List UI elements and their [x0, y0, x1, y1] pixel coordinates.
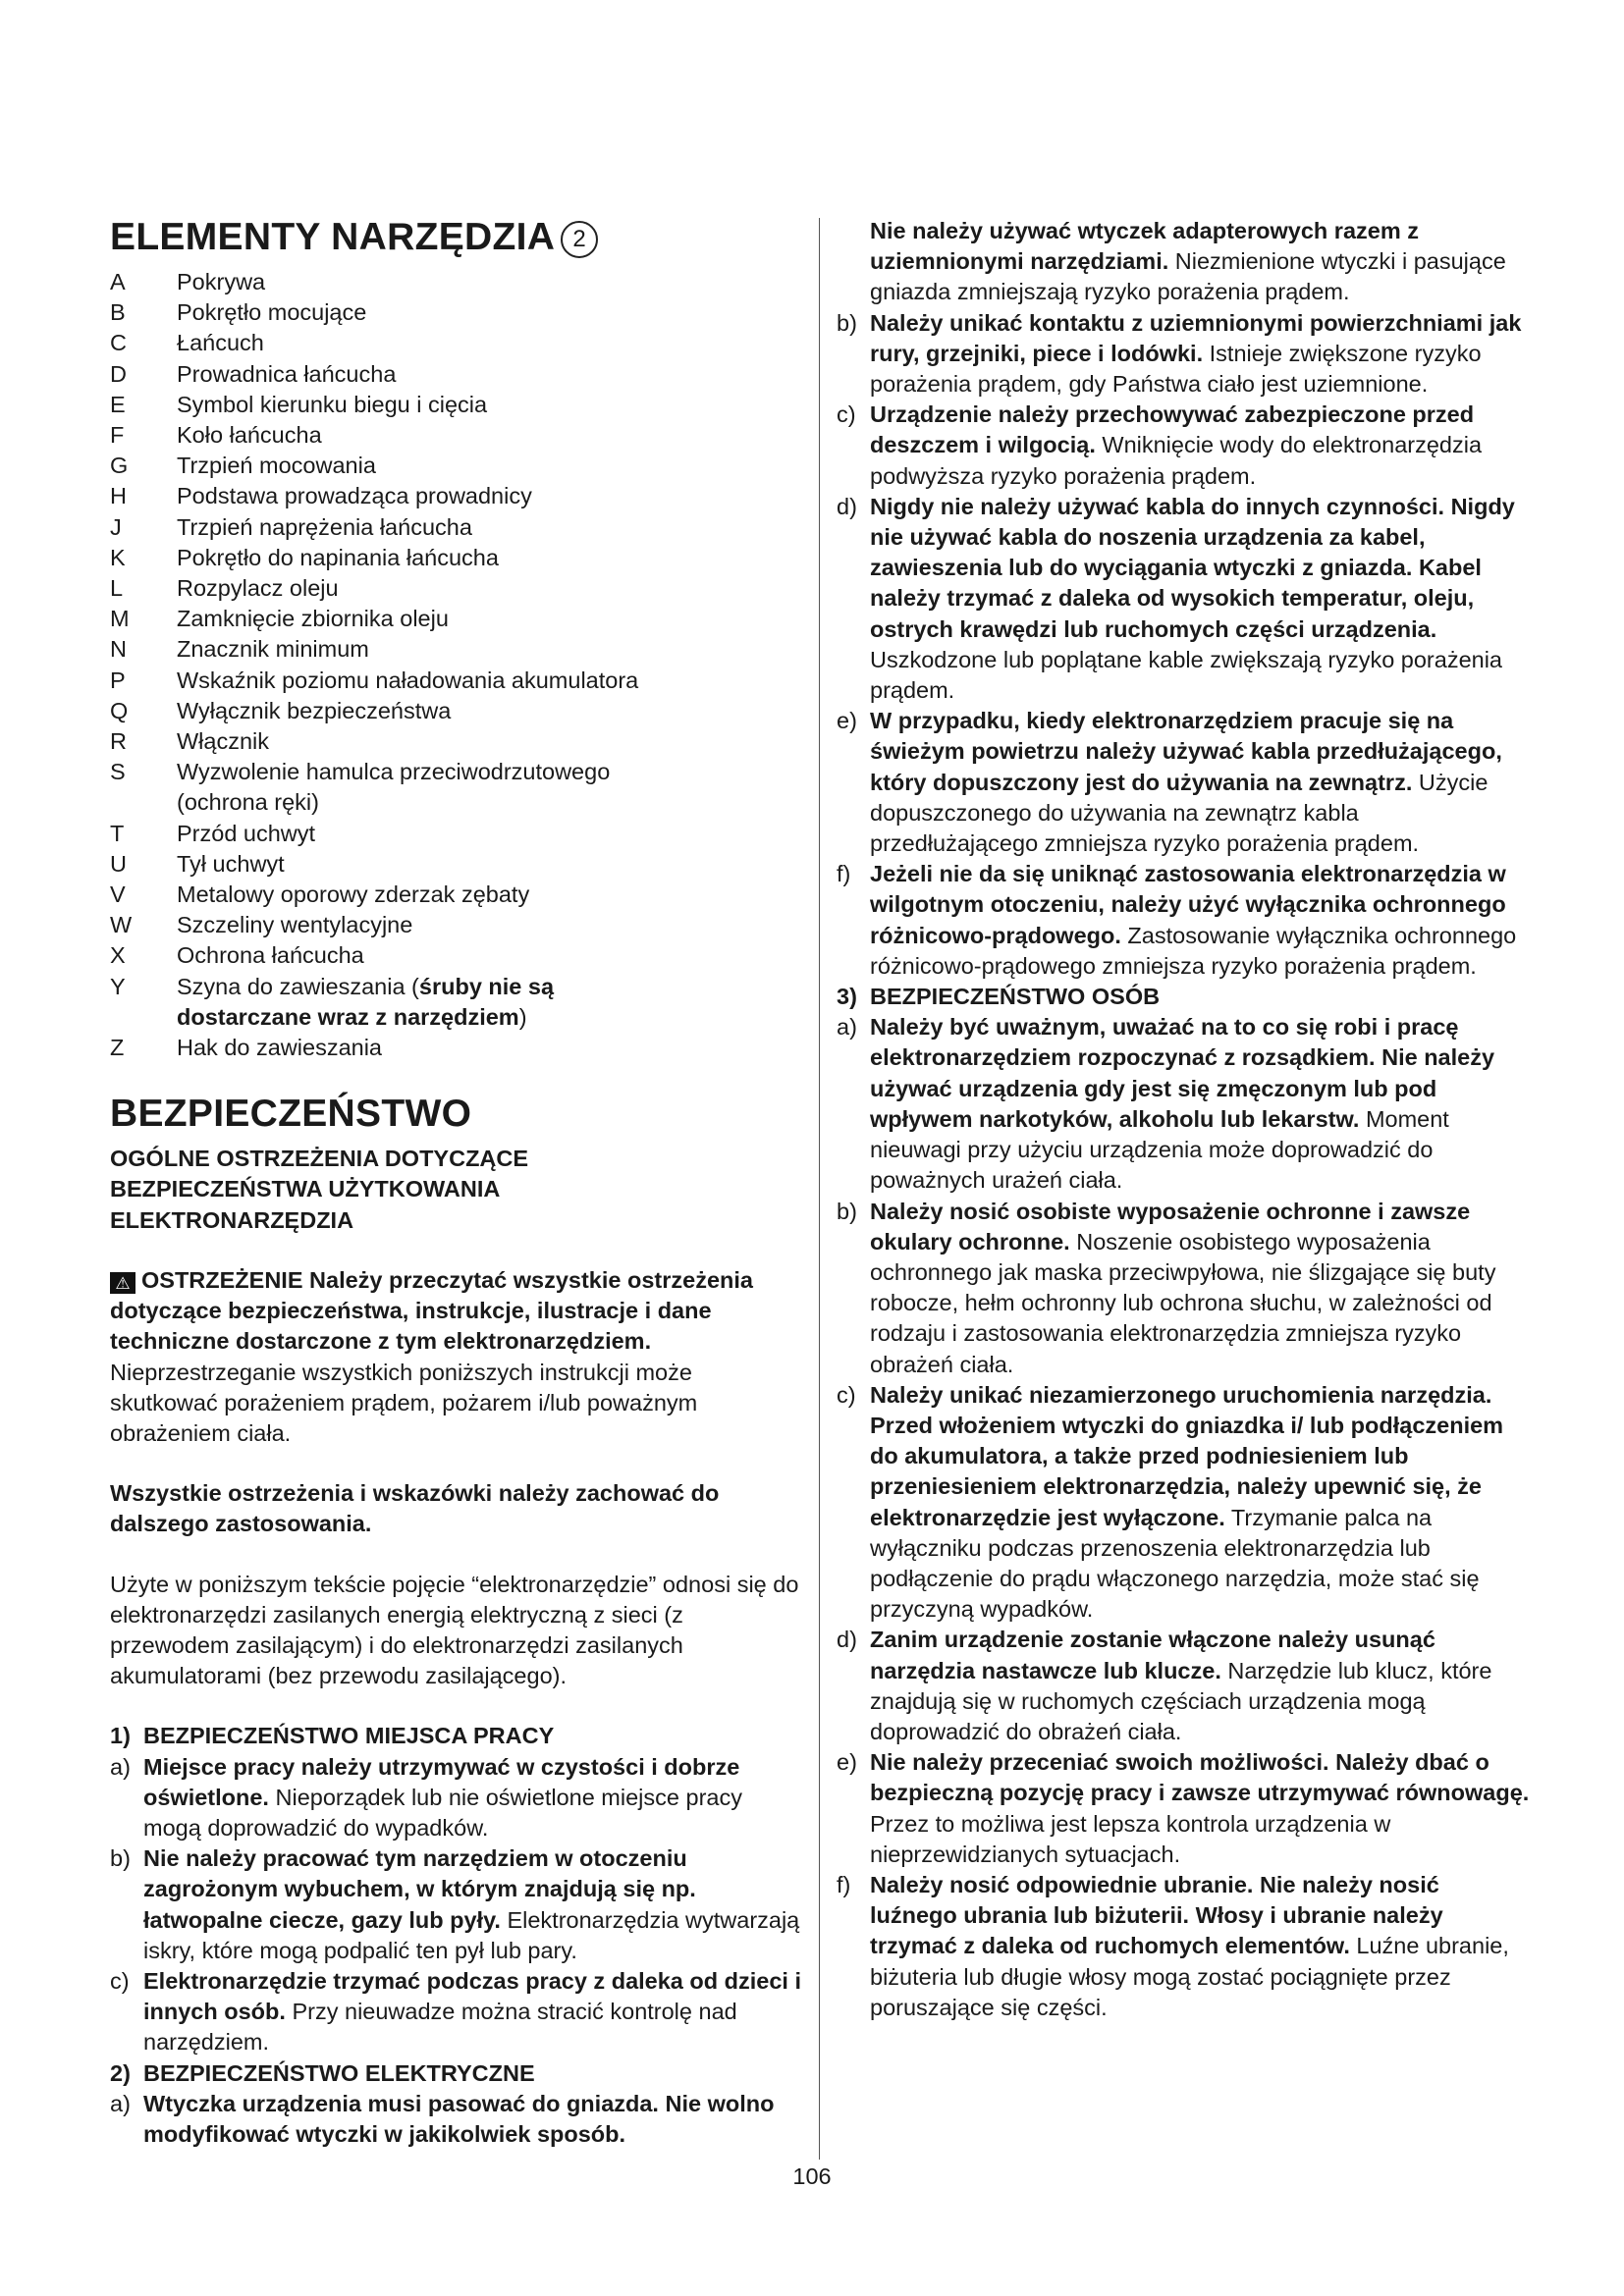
legend-label: Łańcuch: [177, 330, 264, 356]
legend-letter: E: [110, 391, 126, 417]
item-body: [870, 308, 1530, 400]
item-text: Uszkodzone lub poplątane kable zwiększają ryzyko porażenia prądem.: [870, 646, 1503, 704]
legend-row: [110, 910, 805, 940]
item-bold-text: Miejsce pracy należy utrzymywać w czystości i dobrze oświetlone.: [143, 1753, 740, 1810]
item-text: Luźne ubranie, biżuteria lub długie włosy mogą zostać pociągnięte przez poruszające się części.: [870, 1933, 1509, 2020]
legend-row: [110, 666, 805, 696]
item-body: [870, 1625, 1530, 1747]
legend-row: [110, 543, 805, 573]
list-item: [837, 308, 1530, 400]
electrical-list: [837, 308, 1530, 982]
legend-row: [110, 787, 805, 818]
legend-letter: F: [110, 422, 125, 449]
list-item: [110, 1752, 805, 1844]
legend-row: [110, 481, 805, 511]
item-body: [143, 1843, 805, 1966]
legend-letter: N: [110, 636, 127, 663]
legend-row: [110, 819, 805, 849]
legend-row: [110, 420, 805, 451]
list-item: [837, 1012, 1530, 1196]
item-letter: a): [837, 1014, 857, 1041]
item-letter: c): [837, 401, 856, 428]
legend-label: Symbol kierunku biegu i cięcia: [177, 391, 488, 417]
item-letter: c): [837, 1381, 856, 1408]
page-number: 106: [792, 2163, 832, 2189]
legend-row: [110, 573, 805, 604]
legend-letter: M: [110, 606, 130, 632]
legend-label: Trzpień naprężenia łańcucha: [177, 513, 472, 540]
warning-paragraph: ⚠ OSTRZEŻENIE Należy przeczytać wszystkie ostrzeżenia dotyczące bezpieczeństwa, instrukcje, ilustracje i dane techniczne dostarczone z tym elektronarzędziem. Nieprzestrzeganie wszystkich poniższych instrukcji może skutkować porażeniem prądem, pożarem i/lub poważnym obrażeniem ciała.: [110, 1266, 753, 1446]
item-body: [870, 706, 1530, 859]
legend-row: [110, 726, 805, 757]
legend-row: [110, 328, 805, 358]
legend-letter: U: [110, 850, 127, 877]
elements-heading: ELEMENTY NARZĘDZIA 2: [110, 216, 805, 259]
safety-subtitle: OGÓLNE OSTRZEŻENIA DOTYCZĄCE BEZPIECZEŃSTWA UŻYTKOWANIA ELEKTRONARZĘDZIA: [110, 1146, 529, 1233]
legend-label: Metalowy oporowy zderzak zębaty: [177, 881, 530, 908]
item-bold-text: Należy być uważnym, uważać na to co się robi i pracę elektronarzędziem rozpoczynać z rozsądkiem. Nie należy używać urządzenia gdy jest się zmęczonym lub pod wpływem narkotyków, alkoholu lub lekarstw.: [870, 1014, 1495, 1132]
legend-label: Pokrętło do napinania łańcucha: [177, 544, 499, 570]
list-item: [837, 706, 1530, 859]
item-letter: b): [110, 1845, 131, 1872]
legend-letter: X: [110, 942, 126, 969]
legend-row: [110, 849, 805, 880]
item-bold-text: Elektronarzędzie trzymać podczas pracy z daleka od dzieci i innych osób.: [143, 1967, 802, 2025]
section-work-area-title: 1) BEZPIECZEŃSTWO MIEJSCA PRACY: [110, 1723, 555, 1749]
legend-letter: Q: [110, 697, 129, 723]
legend-letter: L: [110, 575, 124, 602]
item-body: [870, 1870, 1530, 2023]
legend-letter: A: [110, 269, 126, 294]
item-letter: e): [837, 708, 857, 734]
warning-icon: ⚠: [110, 1272, 135, 1294]
item-body: [870, 1197, 1530, 1380]
legend-letter: V: [110, 881, 126, 908]
item-text: Narzędzie lub klucz, które znajdują się w ruchomych częściach urządzenia mogą doprowadzić do obrażeń ciała.: [870, 1657, 1492, 1744]
legend-label: Wyłącznik bezpieczeństwa: [177, 697, 452, 723]
legend-row: [110, 359, 805, 390]
item-body: [870, 492, 1530, 706]
legend-row: [110, 940, 805, 971]
item-bold-text: Nigdy nie należy używać kabla do innych czynności. Nigdy nie używać kabla do noszenia urządzenia za kabel, zawieszenia lub do wyciągania wtyczki z gniazda. Kabel należy trzymać z daleka od wysokich temperatur, oleju, ostrych krawędzi lub ruchomych części urządzenia.: [870, 493, 1515, 642]
legend-letter: S: [110, 759, 126, 785]
item-text: Nieporządek lub nie oświetlone miejsce pracy mogą doprowadzić do wypadków.: [143, 1784, 742, 1841]
item-letter: f): [837, 861, 851, 887]
item-bold-text: W przypadku, kiedy elektronarzędziem pracuje się na świeżym powietrzu należy używać kabla przedłużającego, który dopuszczony jest do używania na zewnątrz.: [870, 708, 1502, 795]
legend-label: (ochrona ręki): [177, 789, 319, 816]
item-bold-text: Nie należy pracować tym narzędziem w otoczeniu zagrożonym wybuchem, w którym znajdują się np. łatwopalne ciecze, gazy lub pyły.: [143, 1845, 696, 1933]
item-letter: c): [110, 1967, 130, 1994]
legend-row-y-cont: dostarczane wraz z narzędziem): [177, 1003, 527, 1030]
safety-heading: BEZPIECZEŃSTWO: [110, 1093, 472, 1136]
item-body: [143, 1752, 805, 1844]
legend-label: Trzpień mocowania: [177, 453, 376, 479]
personal-list: [837, 1012, 1530, 2023]
list-item: [837, 400, 1530, 492]
item-body: [143, 1966, 805, 2058]
item-text: Noszenie osobistego wyposażenia ochronnego jak maska przeciwpyłowa, nie ślizgające się buty robocze, hełm ochronny lub ochrona słuchu, w zależności od rodzaju i zastosowania elektronarzędzia zmniejsza ryzyko obrażeń ciała.: [870, 1228, 1496, 1377]
item-text: Trzymanie palca na wyłączniku podczas przenoszenia elektronarzędzia lub podłączenie do prądu włączonego narzędzia, może stać się przyczyną wypadków.: [870, 1504, 1480, 1623]
item-body: [870, 400, 1530, 492]
legend-row: [110, 512, 805, 543]
item-bold-text: Należy unikać niezamierzonego uruchomienia narzędzia. Przed włożeniem wtyczki do gniazdka i/ lub podłączeniem do akumulatora, a także przed podniesieniem lub przeniesieniem elektronarzędzia, należy upewnić się, że elektronarzędzie jest wyłączone.: [870, 1381, 1504, 1530]
legend-label: Przód uchwyt: [177, 820, 316, 846]
list-item: [837, 1747, 1530, 1870]
legend-label: Podstawa prowadząca prowadnicy: [177, 483, 532, 509]
item-bold-text: Jeżeli nie da się uniknąć zastosowania elektronarzędzia w wilgotnym otoczeniu, należy użyć wyłącznika ochronnego różnicowo-prądowego.: [870, 861, 1506, 948]
legend-label: Włącznik: [177, 728, 270, 755]
item-bold-text: Należy nosić odpowiednie ubranie. Nie należy nosić luźnego ubrania lub biżuterii. Włosy i ubranie należy trzymać z daleka od ruchomych elementów.: [870, 1871, 1443, 1959]
list-item: [837, 1197, 1530, 1380]
legend-label: Koło łańcucha: [177, 422, 322, 449]
legend-label: Wyzwolenie hamulca przeciwodrzutowego: [177, 759, 611, 785]
list-item: [110, 1843, 805, 1966]
item-bold-text: Należy unikać kontaktu z uziemnionymi powierzchniami jak rury, grzejniki, piece i lodówki.: [870, 309, 1522, 366]
item-text: Zastosowanie wyłącznika ochronnego różnicowo-prądowego zmniejsza ryzyko porażenia prądem.: [870, 922, 1517, 979]
item-text: Moment nieuwagi przy użyciu urządzenia może doprowadzić do poważnych urażeń ciała.: [870, 1105, 1449, 1194]
legend-row-z: Z Hak do zawieszania: [110, 1035, 382, 1061]
legend-letter: K: [110, 544, 126, 570]
item-bold-text: Urządzenie należy przechowywać zabezpieczone przed deszczem i wilgocią.: [870, 401, 1475, 458]
electrical-item-a: a) Wtyczka urządzenia musi pasować do gniazda. Nie wolno modyfikować wtyczki w jakikolwiek sposób.: [110, 2090, 775, 2147]
legend-row: [110, 390, 805, 420]
legend-row: [110, 696, 805, 726]
elements-legend: [110, 267, 805, 972]
legend-row-y: Y Szyna do zawieszania (śruby nie są: [110, 973, 555, 999]
list-item: [837, 1870, 1530, 2023]
legend-letter: T: [110, 820, 125, 846]
work-area-list: [110, 1752, 805, 2058]
item-text: Elektronarzędzia wytwarzają iskry, które mogą podpalić ten pył lub pary.: [143, 1906, 800, 1963]
keep-instructions: Wszystkie ostrzeżenia i wskazówki należy zachować do dalszego zastosowania.: [110, 1480, 720, 1537]
legend-row: [110, 634, 805, 665]
legend-label: Rozpylacz oleju: [177, 575, 339, 602]
legend-row: [110, 880, 805, 910]
item-letter: e): [837, 1749, 857, 1776]
legend-row: [110, 604, 805, 634]
item-bold-text: Zanim urządzenie zostanie włączone należy usunąć narzędzia nastawcze lub klucze.: [870, 1627, 1435, 1683]
legend-label: Pokrywa: [177, 269, 266, 294]
item-text: Użycie dopuszczonego do używania na zewnątrz kabla przedłużającego zmniejsza ryzyko porażenia prądem.: [870, 769, 1489, 857]
term-definition: Użyte w poniższym tekście pojęcie “elektronarzędzie” odnosi się do elektronarzędzi zasilanych energią elektryczną z sieci (z przewodem zasilającym) i do elektronarzędzi zasilanych akumulatorami (bez przewodu zasilającego).: [110, 1571, 799, 1689]
legend-label: Szczeliny wentylacyjne: [177, 912, 413, 938]
column-divider: [819, 218, 820, 2160]
list-item: [837, 492, 1530, 706]
right-column: [837, 216, 1530, 2023]
legend-label: Tył uchwyt: [177, 850, 285, 877]
legend-label: Pokrętło mocujące: [177, 299, 367, 326]
legend-row: [110, 451, 805, 481]
legend-letter: H: [110, 483, 127, 509]
item-text: Istnieje zwiększone ryzyko porażenia prądem, gdy Państwa ciało jest uziemnione.: [870, 340, 1482, 398]
legend-row: [110, 757, 805, 787]
legend-label: Ochrona łańcucha: [177, 942, 364, 969]
left-column: [110, 216, 805, 2150]
item-body: [870, 1747, 1530, 1870]
figure-ref-badge: 2: [561, 221, 598, 258]
item-bold-text: Należy nosić osobiste wyposażenie ochronne i zawsze okulary ochronne.: [870, 1198, 1471, 1255]
item-text: Przez to możliwa jest lepsza kontrola urządzenia w nieprzewidzianych sytuacjach.: [870, 1810, 1391, 1867]
list-item: [837, 1625, 1530, 1747]
list-item: [837, 859, 1530, 982]
legend-row: [110, 297, 805, 328]
legend-label: Znacznik minimum: [177, 636, 369, 663]
item-body: [870, 859, 1530, 982]
item-text: Wniknięcie wody do elektronarzędzia podwyższa ryzyko porażenia prądem.: [870, 432, 1483, 489]
legend-label: Wskaźnik poziomu naładowania akumulatora: [177, 667, 639, 693]
item-body: [870, 1012, 1530, 1196]
list-item: [110, 1966, 805, 2058]
section-personal-title: 3) BEZPIECZEŃSTWO OSÓB: [837, 984, 1161, 1010]
legend-letter: B: [110, 299, 126, 326]
legend-letter: G: [110, 453, 129, 479]
item-text: Przy nieuwadze można stracić kontrolę nad narzędziem.: [143, 1999, 737, 2056]
item-body: [870, 1380, 1530, 1626]
item-letter: a): [110, 1753, 131, 1780]
legend-letter: D: [110, 360, 127, 387]
list-item: [837, 1380, 1530, 1626]
item-letter: d): [837, 493, 857, 519]
legend-letter: P: [110, 667, 126, 693]
item-bold-text: Nie należy przeceniać swoich możliwości. Należy dbać o bezpieczną pozycję pracy i zawsze utrzymywać równowagę.: [870, 1749, 1530, 1806]
legend-label: Zamknięcie zbiornika oleju: [177, 606, 449, 632]
legend-letter: J: [110, 513, 122, 540]
legend-letter: R: [110, 728, 127, 755]
legend-letter: C: [110, 330, 127, 356]
legend-row: [110, 267, 805, 297]
legend-letter: W: [110, 912, 133, 938]
section-electrical-title: 2) BEZPIECZEŃSTWO ELEKTRYCZNE: [110, 2059, 535, 2086]
item-letter: d): [837, 1627, 857, 1653]
item-letter: f): [837, 1871, 851, 1897]
item-letter: b): [837, 1198, 857, 1224]
legend-label: Prowadnica łańcucha: [177, 360, 397, 387]
item-letter: b): [837, 309, 857, 336]
electrical-item-a-cont: Nie należy używać wtyczek adapterowych razem z uziemnionymi narzędziami. Niezmienione wtyczki i pasujące gniazda zmniejszają ryzyko porażenia prądem.: [870, 218, 1506, 305]
